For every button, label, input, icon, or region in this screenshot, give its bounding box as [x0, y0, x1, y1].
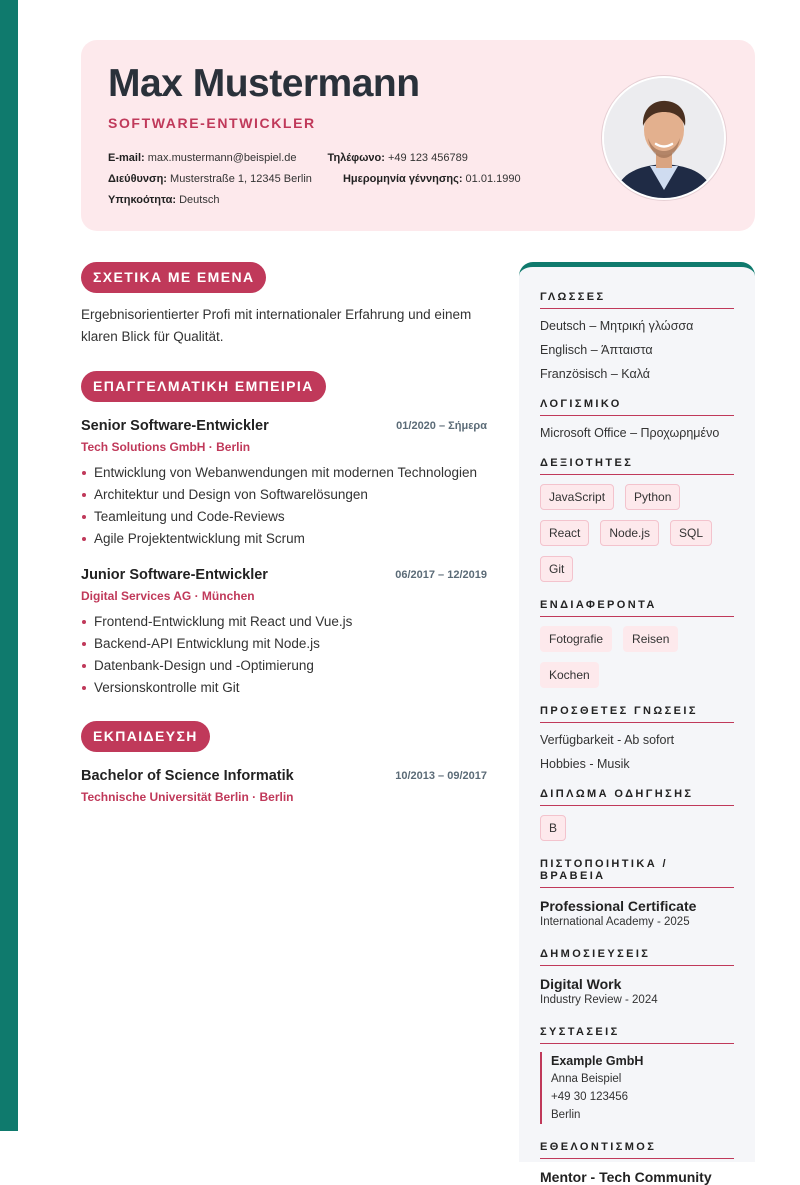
- accent-strip: [0, 0, 18, 1131]
- sidebar: [519, 262, 755, 1185]
- job-date: 01/2020 – Σήμερα: [396, 420, 487, 432]
- extra-heading: ΠΡΟΣΘΕΤΕΣ ΓΝΩΣΕΙΣ: [540, 705, 734, 723]
- reference-person: Anna Beispiel: [551, 1073, 622, 1085]
- publication-subtitle: Industry Review - 2024: [540, 994, 658, 1006]
- list-item: Frontend-Entwicklung mit React und Vue.js: [81, 611, 487, 633]
- degree-title: Bachelor of Science Informatik: [81, 768, 294, 784]
- skill-tag: React: [540, 520, 589, 546]
- extra-item: Hobbies - Musik: [540, 757, 630, 771]
- experience-heading: ΕΠΑΓΓΕΛΜΑΤΙΚΗ ΕΜΠΕΙΡΙΑ: [81, 371, 326, 402]
- references-heading: ΣΥΣΤΑΣΕΙΣ: [540, 1026, 734, 1044]
- language-item: Französisch – Καλά: [540, 367, 650, 381]
- job-role: SOFTWARE-ENTWICKLER: [108, 115, 316, 131]
- job-bullets: [81, 611, 487, 699]
- job-bullets: [81, 462, 487, 550]
- skills-heading: ΔΕΞΙΟΤΗΤΕΣ: [540, 457, 734, 475]
- reference-city: Berlin: [551, 1109, 581, 1121]
- avatar: [602, 76, 726, 200]
- phone-label: Τηλέφωνο:: [327, 152, 385, 164]
- about-text: Ergebnisorientierter Profi mit internationaler Erfahrung und einem klaren Blick für Qualität.: [81, 307, 472, 344]
- nationality-value: Deutsch: [179, 194, 220, 206]
- university: Technische Universität Berlin · Berlin: [81, 790, 294, 804]
- job-date: 06/2017 – 12/2019: [395, 569, 487, 581]
- skill-tag: Node.js: [600, 520, 659, 546]
- nationality-label: Υπηκοότητα:: [108, 194, 177, 206]
- list-item: Agile Projektentwicklung mit Scrum: [81, 528, 487, 550]
- list-item: Datenbank-Design und -Optimierung: [81, 655, 487, 677]
- interest-tag: Fotografie: [540, 626, 612, 652]
- publications-heading: ΔΗΜΟΣΙΕΥΣΕΙΣ: [540, 948, 734, 966]
- software-heading: ΛΟΓΙΣΜΙΚΟ: [540, 398, 734, 416]
- interests-heading: ΕΝΔΙΑΦΕΡΟΝΤΑ: [540, 599, 734, 617]
- avatar-portrait-icon: [604, 78, 724, 198]
- education-date: 10/2013 – 09/2017: [395, 770, 487, 782]
- skill-tag: Python: [625, 484, 680, 510]
- skill-tag: SQL: [670, 520, 712, 546]
- interest-tag: Kochen: [540, 662, 599, 688]
- volunteer-title: Mentor - Tech Community: [540, 1169, 712, 1185]
- birth-label: Ημερομηνία γέννησης:: [342, 173, 463, 185]
- job-company: Tech Solutions GmbH · Berlin: [81, 440, 251, 454]
- birth-value: 01.01.1990: [465, 173, 521, 185]
- list-item: Architektur und Design von Softwarelösungen: [81, 484, 487, 506]
- education-heading: ΕΚΠΑΙΔΕΥΣΗ: [81, 721, 210, 752]
- languages-heading: ΓΛΩΣΣΕΣ: [540, 291, 734, 309]
- certs-heading: ΠΙΣΤΟΠΟΙΗΤΙΚΑ / ΒΡΑΒΕΙΑ: [540, 858, 734, 888]
- job-company: Digital Services AG · München: [81, 589, 255, 603]
- list-item: Entwicklung von Webanwendungen mit modernen Technologien: [81, 462, 487, 484]
- skills-tags: [540, 484, 734, 582]
- main-column: [81, 262, 487, 804]
- extra-item: Verfügbarkeit - Ab sofort: [540, 733, 675, 747]
- reference-entry: [540, 1052, 734, 1124]
- email-label: E-mail:: [108, 152, 145, 164]
- contact-info: [108, 148, 549, 211]
- cert-title: Professional Certificate: [540, 898, 697, 914]
- skill-tag: Git: [540, 556, 573, 582]
- email-value: max.mustermann@beispiel.de: [147, 152, 297, 164]
- list-item: Versionskontrolle mit Git: [81, 677, 487, 699]
- job-title: Senior Software-Entwickler: [81, 418, 269, 434]
- language-item: Deutsch – Μητρική γλώσσα: [540, 319, 694, 333]
- volunteer-heading: ΕΘΕΛΟΝΤΙΣΜΟΣ: [540, 1141, 734, 1159]
- interest-tag: Reisen: [623, 626, 678, 652]
- software-item: Microsoft Office – Προχωρημένο: [540, 426, 720, 440]
- license-heading: ΔΙΠΛΩΜΑ ΟΔΗΓΗΣΗΣ: [540, 788, 734, 806]
- profile-header: [81, 40, 755, 231]
- address-label: Διεύθυνση:: [108, 173, 167, 185]
- interests-tags: [540, 626, 734, 688]
- list-item: Teamleitung und Code-Reviews: [81, 506, 487, 528]
- cert-subtitle: International Academy - 2025: [540, 916, 690, 928]
- address-value: Musterstraße 1, 12345 Berlin: [170, 173, 312, 185]
- list-item: Backend-API Entwicklung mit Node.js: [81, 633, 487, 655]
- license-tags: [540, 815, 734, 841]
- about-heading: ΣΧΕΤΙΚΑ ΜΕ ΕΜΕΝΑ: [81, 262, 266, 293]
- job-title: Junior Software-Entwickler: [81, 567, 268, 583]
- education-entry: [81, 767, 487, 804]
- full-name: Max Mustermann: [108, 62, 420, 105]
- job-entry: [81, 417, 487, 550]
- job-entry: [81, 566, 487, 699]
- phone-value: +49 123 456789: [387, 152, 468, 164]
- reference-phone: +49 30 123456: [551, 1091, 629, 1103]
- license-tag: B: [540, 815, 566, 841]
- skill-tag: JavaScript: [540, 484, 614, 510]
- publication-title: Digital Work: [540, 976, 622, 992]
- reference-company: Example GmbH: [551, 1054, 644, 1068]
- language-item: Englisch – Άπταιστα: [540, 343, 653, 357]
